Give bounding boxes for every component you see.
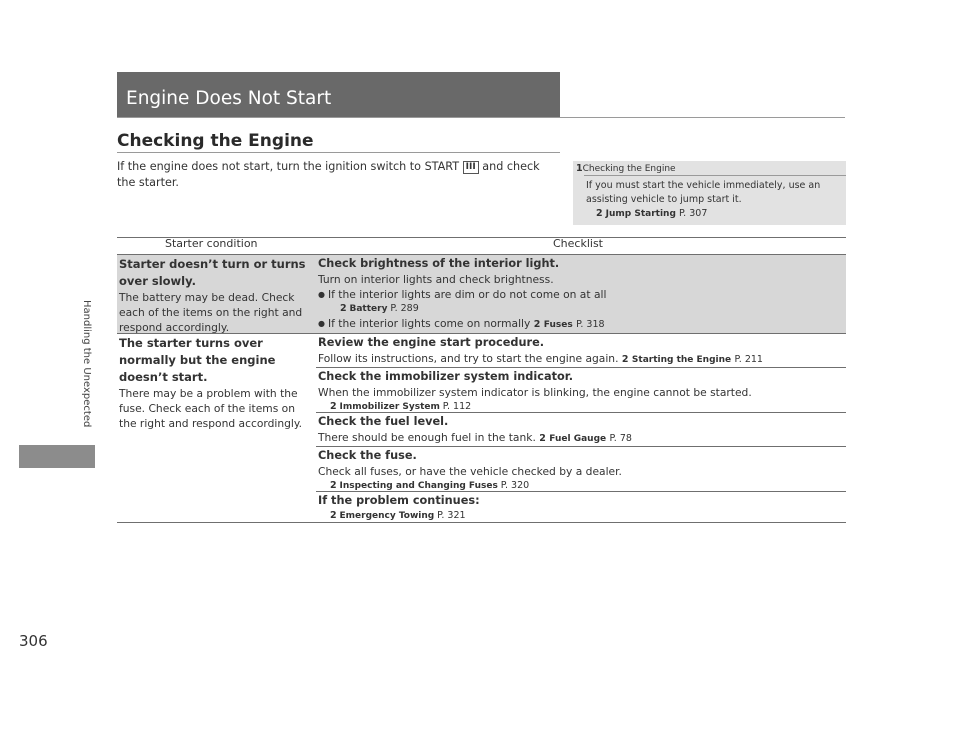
reference-arrow-icon: 2 [539,433,546,444]
check-5-text: Check all fuses, or have the vehicle checked by a dealer. [318,465,622,478]
bullet-item: ● If the interior lights are dim or do not come on at all 2 Battery P. 289 [318,287,844,316]
chapter-banner [117,72,560,118]
side-tab-marker [19,445,95,468]
intro-paragraph [117,159,557,191]
immobilizer-reference[interactable]: 2 Immobilizer System P. 112 [330,401,472,412]
side-tab-label: Handling the Unexpected [81,300,92,428]
battery-reference[interactable]: 2 Battery P. 289 [340,303,419,314]
header-rule [117,254,846,255]
reference-arrow-icon: 2 [330,401,337,412]
check-fuse [318,448,844,493]
row-rule [316,412,846,413]
section-title: Checking the Engine [117,131,314,151]
check-immobilizer [318,369,844,414]
starting-engine-reference[interactable]: 2 Starting the Engine P. 211 [621,354,763,365]
check-2-title: Review the engine start procedure. [318,336,545,349]
condition-1 [119,256,311,335]
condition-2-title: The starter turns over normally but the engine doesn’t start. [119,336,276,384]
check-3-text: When the immobilizer system indicator is blinking, the engine cannot be started. [318,386,752,399]
row-rule [316,367,846,368]
condition-1-text: The battery may be dead. Check each of the items on the right and respond accordingly. [119,291,303,334]
towing-reference[interactable]: 2 Emergency Towing P. 321 [330,510,466,521]
note-reference[interactable] [586,207,836,221]
note-number-icon: 1 [576,163,583,174]
condition-1-title: Starter doesn’t turn or turns over slowly. [119,257,306,288]
note-rule [584,175,846,176]
check-3-title: Check the immobilizer system indicator. [318,370,573,383]
fuses-inspect-reference[interactable]: 2 Inspecting and Changing Fuses P. 320 [330,480,530,491]
check-1-bullets [318,287,844,333]
check-interior-light [318,256,844,333]
condition-2-text: There may be a problem with the fuse. Check each of the items on the right and respond accordingly. [119,387,303,430]
bullet-item: ● If the interior lights come on normally 2 Fuses P. 318 [318,316,844,333]
reference-arrow-icon: 2 [340,303,347,314]
ignition-start-key: III [463,161,479,174]
check-4-text: There should be enough fuel in the tank. [318,431,536,444]
check-1-text: Turn on interior lights and check brightness. [318,273,554,286]
note-heading: Checking the Engine [582,164,676,174]
intro-text-after: and check the starter. [117,160,540,189]
check-start-procedure [318,335,844,368]
table-bottom-rule [117,522,846,523]
condition-2 [119,335,311,431]
note-text: If you must start the vehicle immediately, use an assisting vehicle to jump start it. [586,180,821,205]
fuses-reference[interactable]: 2 Fuses P. 318 [533,319,605,330]
check-fuel-level [318,414,844,447]
reference-arrow-icon: 2 [533,319,541,330]
reference-arrow-icon: 2 [621,354,629,365]
header-starter-condition: Starter condition [165,237,258,250]
note-ref-page: P. 307 [678,208,708,219]
intro-text-before: If the engine does not start, turn the ignition switch to START [117,160,463,173]
note-ref-label: Jump Starting [605,209,676,219]
reference-arrow-icon: 2 [596,208,603,219]
reference-arrow-icon: 2 [330,510,337,521]
header-checklist: Checklist [553,237,603,250]
check-problem-continues [318,493,844,523]
banner-rule [117,117,845,118]
note-header [576,163,844,174]
banner-title: Engine Does Not Start [126,88,332,109]
page-number: 306 [19,632,48,650]
side-note [573,161,846,225]
note-body [586,179,836,221]
fuel-gauge-reference[interactable]: 2 Fuel Gauge P. 78 [539,433,632,444]
row-rule [316,491,846,492]
check-4-title: Check the fuel level. [318,415,449,428]
reference-arrow-icon: 2 [330,480,337,491]
check-6-title: If the problem continues: [318,494,480,507]
check-2-text: Follow its instructions, and try to start the engine again. [318,352,619,365]
check-1-title: Check brightness of the interior light. [318,257,560,270]
check-5-title: Check the fuse. [318,449,417,462]
row-rule [316,446,846,447]
section-rule [117,152,560,153]
